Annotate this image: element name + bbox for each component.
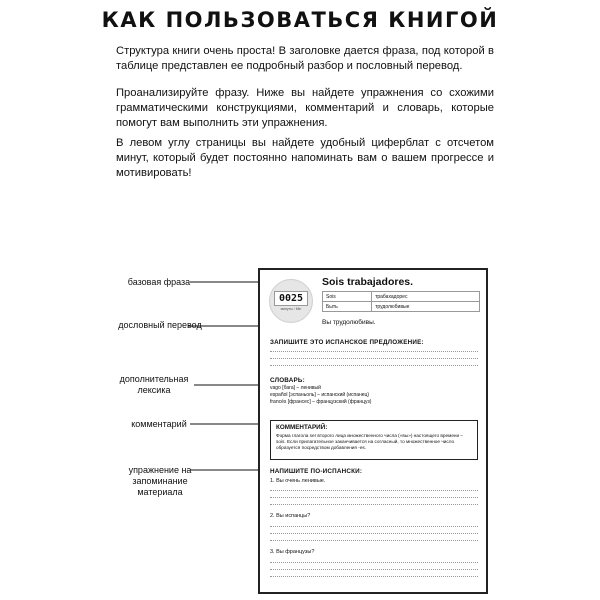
vocab-line: francés [франсес] – французский (француз) xyxy=(270,399,372,405)
answer-line xyxy=(270,490,478,491)
table-row xyxy=(323,292,480,302)
callout-base-phrase: базовая фраза xyxy=(127,277,191,287)
intro-paragraph-1: Структура книги очень проста! В заголовке дается фраза, под которой в таблице представлен ее подробный разбор и пословный перевод. xyxy=(116,45,494,73)
table-cell: трудолюбивые xyxy=(372,302,480,312)
timer-dial xyxy=(269,279,313,323)
intro-paragraph-3: В левом углу страницы вы найдете удобный циферблат с отсчетом минут, который будет постоянно напоминать вам о вашем прогрессе и мотивировать! xyxy=(116,137,494,180)
exercise-question: 1. Вы очень ленивые. xyxy=(270,478,326,484)
comment-text: Форма глагола ser второго лица множественного числа («вы») настоящего времени – sois. Если прилагательное заканчивается на согласный, то множественное число образуется посредством добавления -es. xyxy=(276,433,464,450)
literal-translation: Вы трудолюбивы. xyxy=(322,319,376,326)
answer-line xyxy=(270,497,478,498)
answer-line xyxy=(270,576,478,577)
page-title: КАК ПОЛЬЗОВАТЬСЯ КНИГОЙ xyxy=(101,8,499,32)
callout-comment: комментарий xyxy=(131,419,187,429)
breakdown-table xyxy=(322,291,480,312)
table-row xyxy=(323,302,480,312)
answer-line xyxy=(270,533,478,534)
vocab-line: vago [бага] – ленивый xyxy=(270,385,321,391)
answer-line xyxy=(270,526,478,527)
exercise-question: 3. Вы французы? xyxy=(270,549,315,555)
comment-box xyxy=(270,420,478,460)
exercise-heading: НАПИШИТЕ ПО-ИСПАНСКИ: xyxy=(270,468,363,475)
vocab-heading: СЛОВАРЬ: xyxy=(270,377,305,384)
timer-digits: 0025 xyxy=(274,291,308,306)
write-line xyxy=(270,358,478,359)
answer-line xyxy=(270,504,478,505)
base-phrase: Sois trabajadores. xyxy=(322,276,414,288)
timer-caption: минуты / Min xyxy=(280,307,302,311)
write-line xyxy=(270,365,478,366)
callout-literal: дословный перевод xyxy=(118,320,202,330)
vocab-line: español [эспаньоль] – испанский (испанец) xyxy=(270,392,370,398)
answer-line xyxy=(270,562,478,563)
table-cell: трабахадорес xyxy=(372,292,480,302)
table-cell: Sois xyxy=(323,292,372,302)
answer-line xyxy=(270,540,478,541)
callout-vocab: дополнительная лексика xyxy=(119,374,189,395)
table-cell: Быть xyxy=(323,302,372,312)
answer-line xyxy=(270,569,478,570)
exercise-question: 2. Вы испанцы? xyxy=(270,513,311,519)
write-line xyxy=(270,351,478,352)
callout-exercise: упражнение на запоминание материала xyxy=(128,465,192,497)
comment-heading: КОММЕНТАРИЙ: xyxy=(276,424,328,431)
intro-paragraph-2: Проанализируйте фразу. Ниже вы найдете упражнения со схожими грамматическими конструкциями, комментарий и словарь, которые помогут вам выполнить эти упражнения. xyxy=(116,87,494,130)
write-heading: ЗАПИШИТЕ ЭТО ИСПАНСКОЕ ПРЕДЛОЖЕНИЕ: xyxy=(270,339,424,346)
sample-page xyxy=(258,268,488,594)
